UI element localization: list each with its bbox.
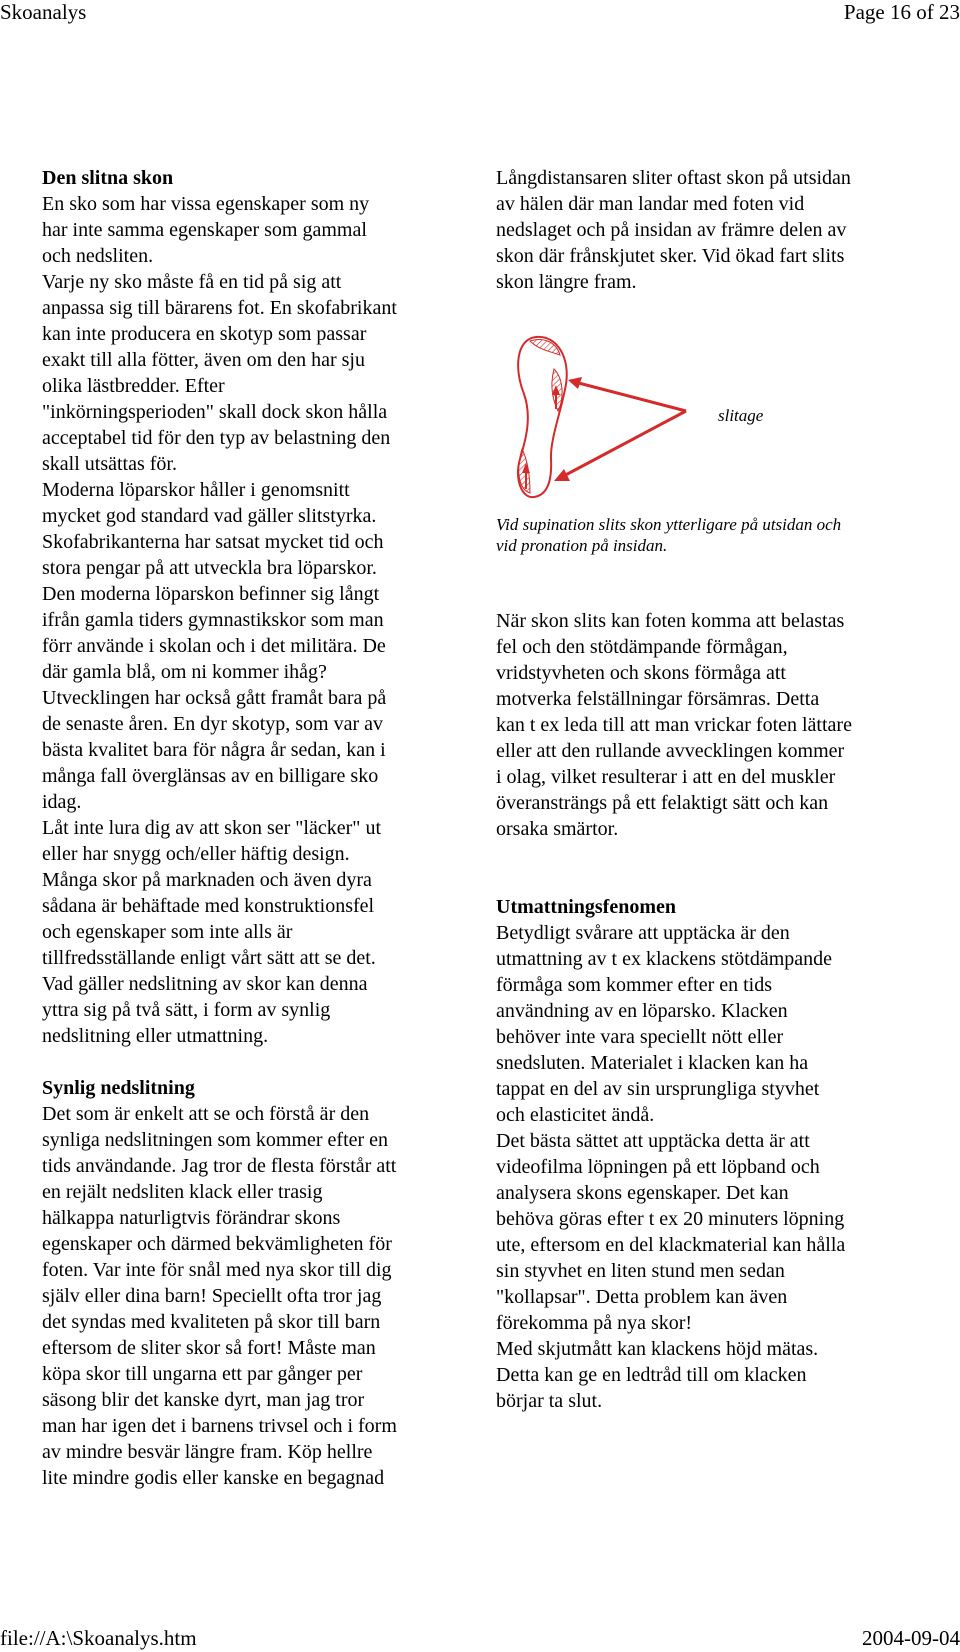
right-column [496,165,926,1414]
heading-utmattningsfenomen: Utmattningsfenomen [496,896,676,918]
paragraph-synlig-nedslitning: Det som är enkelt att se och förstå är den synliga nedslitningen som kommer efter en tids användande. Jag tror de flesta förstår att en rejält nedsliten klack eller trasig hälkappa naturligtvis förändrar skons egenskaper och därmed bekvämligheten för foten. Var inte för snål med nya skor till dig själv eller dina barn! Speciellt ofta tror jag det syndas med kvaliteten på skor till barn eftersom de sliter skor så fort! Måste man köpa skor till ungarna ett par gånger per säsong blir det kanske dyrt, man jag tror man har igen det i barnens trivsel och i form av mindre besvär längre fram. Köp hellre lite mindre godis eller kanske en begagnad [42,1103,397,1489]
paragraph-utmattningsfenomen: Betydligt svårare att upptäcka är den utmattning av t ex klackens stötdämpande förmåga som kommer efter en tids användning av en löparsko. Klacken behöver inte vara speciellt nött eller snedsluten. Materialet i klacken kan ha tappat en del av sin ursprungliga styvhet och elasticitet ändå. Det bästa sättet att upptäcka detta är att videofilma löpningen på ett löpband och analysera skons egenskaper. Det kan behöva göras efter t ex 20 minuters löpning ute, eftersom en del klackmaterial kan hålla sin styvhet en liten stund men sedan "kollapsar". Detta problem kan även förekomma på nya skor! Med skjutmått kan klackens höjd mätas. Detta kan ge en ledtråd till om klacken börjar ta slut. [496,922,846,1412]
header-page-number: Page 16 of 23 [843,0,960,24]
footer-file-path: file://A:\Skoanalys.htm [0,1626,197,1650]
page-header [0,0,960,30]
spacer [496,556,926,608]
toe-wear-area [530,340,560,355]
shoe-wear-figure [496,329,936,504]
header-title: Skoanalys [0,0,87,24]
spacer [496,842,926,894]
spacer [42,1049,462,1075]
figure-caption: Vid supination slits skon ytterligare på utsidan och vid pronation på insidan. [496,515,842,555]
heading-den-slitna-skon: Den slitna skon [42,167,174,189]
shoe-sole-illustration [496,329,936,504]
page-footer [0,1626,960,1652]
slitage-label: slitage [718,406,764,425]
arrow-to-forefoot [571,381,686,411]
footer-date: 2004-09-04 [862,1626,960,1650]
paragraph-langdistansaren: Långdistansaren sliter oftast skon på utsidan av hälen där man landar med foten vid nedslaget och på insidan av främre delen av skon där frånskjutet sker. Vid ökad fart slits skon längre fram. [496,167,851,293]
left-column [42,165,462,1491]
paragraph-den-slitna-skon: En sko som har vissa egenskaper som ny har inte samma egenskaper som gammal och nedsliten. Varje ny sko måste få en tid på sig att anpassa sig till bärarens fot. En skofabrikant kan inte producera en skotyp som passar exakt till alla fötter, även om den har sju olika lästbredder. Efter "inkörningsperioden" skall dock skon hålla acceptabel tid för den typ av belastning den skall utsättas för. Moderna löparskor håller i genomsnitt mycket god standard vad gäller slitstyrka. Skofabrikanterna har satsat mycket tid och stora pengar på att utveckla bra löparskor. Den moderna löparskon befinner sig långt ifrån gamla tiders gymnastikskor som man förr använde i skolan och i det militära. De där gamla blå, om ni kommer ihåg? Utvecklingen har också gått framåt bara på de senaste åren. En dyr skotyp, som var av bästa kvalitet bara för några år sedan, kan i många fall överglänsas av en billigare sko idag. Låt inte lura dig av att skon ser "läcker" ut eller har snygg och/eller häftig design. Många skor på marknaden och även dyra sådana är behäftade med konstruktionsfel och egenskaper som inte alls är tillfredsställande enligt vårt sätt att se det. Vad gäller nedslitning av skor kan denna yttra sig på två sätt, i form av synlig nedslitning eller utmattning. [42,193,397,1047]
paragraph-nar-skon-slits: När skon slits kan foten komma att belastas fel och den stötdämpande förmågan, vridstyvheten och skons förmåga att motverka felställningar försämras. Detta kan t ex leda till att man vrickar foten lättare eller att den rullande avvecklingen kommer i olag, vilket resulterar i att en del muskler överansträngs på ett felaktigt sätt och kan orsaka smärtor. [496,610,852,840]
arrow-to-heel [558,411,686,479]
heading-synlig-nedslitning: Synlig nedslitning [42,1077,195,1099]
